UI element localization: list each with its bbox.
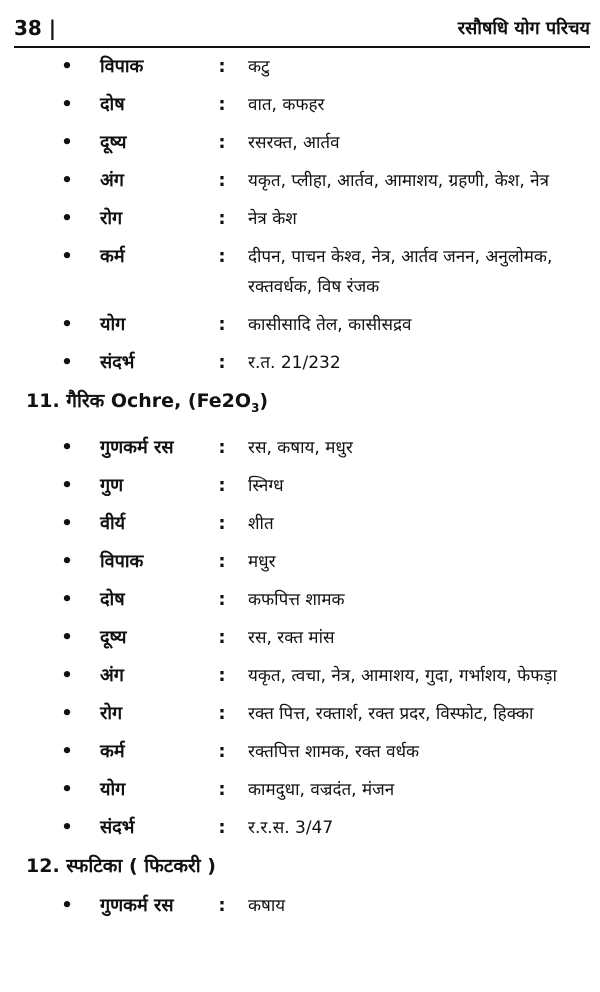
property-label: रोग [100,208,123,229]
list-item [0,52,600,82]
property-value: यकृत, त्वचा, नेत्र, आमाशय, गुदा, गर्भाशय, फेफड़ा [248,665,557,686]
bullet-icon: • [61,314,73,335]
list-item [0,166,600,196]
property-label: दूष्य [100,626,127,648]
property-value: शीत [248,513,274,534]
property-label: संदर्भ [100,352,135,373]
list-item [0,204,600,234]
colon-separator: : [218,626,226,648]
property-value: मधुर [248,551,276,572]
page-number: 38 | [14,16,57,40]
property-label: वीर्य [100,512,126,534]
list-item [0,699,600,729]
property-label: अंग [100,664,124,686]
section-title-text: 11. गैरिक Ochre, (Fe2O [26,390,252,412]
list-item [0,90,600,120]
colon-separator: : [218,778,226,800]
list-item [0,661,600,691]
property-value: रसरक्त, आर्तव [248,133,340,153]
property-label: दोष [100,94,125,115]
property-label: विपाक [100,56,144,77]
running-title: रसौषधि योग परिचय [457,18,590,39]
property-value: कासीसादि तेल, कासीसद्रव [248,315,412,335]
colon-separator: : [218,588,226,610]
property-value: कटु [248,57,270,77]
bullet-icon: • [61,816,73,838]
list-item [0,433,600,463]
bullet-icon: • [61,132,73,153]
colon-separator: : [218,550,226,572]
list-item [0,775,600,805]
section-title-suffix: ) [259,390,269,412]
bullet-icon: • [61,512,73,534]
colon-separator: : [218,94,226,115]
list-item [0,547,600,577]
property-value: कषाय [248,895,286,916]
bullet-icon: • [61,474,73,496]
section-heading [0,851,600,881]
colon-separator: : [218,352,226,373]
list-item [0,310,600,340]
list-item [0,348,600,378]
property-value: कफपित्त शामक [248,589,345,610]
colon-separator: : [218,894,226,916]
bullet-icon: • [61,740,73,762]
page-header [14,12,590,48]
bullet-icon: • [61,246,73,267]
property-label: दूष्य [100,132,127,153]
colon-separator: : [218,56,226,77]
property-label: विपाक [100,550,144,572]
section-heading [0,386,600,423]
property-label: दोष [100,588,125,610]
property-value: यकृत, प्लीहा, आर्तव, आमाशय, ग्रहणी, केश, नेत्र [248,171,549,191]
colon-separator: : [218,246,226,267]
colon-separator: : [218,208,226,229]
property-label: कर्म [100,246,125,267]
bullet-icon: • [61,778,73,800]
property-label: योग [100,778,126,800]
list-item [0,585,600,615]
property-list [0,52,600,378]
colon-separator: : [218,702,226,724]
property-list [0,433,600,843]
property-label: अंग [100,170,124,191]
list-item [0,623,600,653]
property-value: र.र.स. 3/47 [248,817,334,838]
colon-separator: : [218,816,226,838]
property-label: रोग [100,702,123,724]
bullet-icon: • [61,550,73,572]
list-item [0,813,600,843]
bullet-icon: • [61,56,73,77]
property-value: नेत्र केश [248,209,297,229]
property-value: वात, कफहर [248,95,325,115]
bullet-icon: • [61,664,73,686]
bullet-icon: • [61,208,73,229]
list-item [0,128,600,158]
bullet-icon: • [61,626,73,648]
page-content [0,52,600,929]
bullet-icon: • [61,894,73,916]
colon-separator: : [218,132,226,153]
list-item [0,509,600,539]
property-value: स्निग्ध [248,475,284,496]
colon-separator: : [218,170,226,191]
property-label: कर्म [100,740,125,762]
colon-separator: : [218,664,226,686]
property-label: संदर्भ [100,816,135,838]
colon-separator: : [218,740,226,762]
property-label: गुणकर्म रस [100,436,174,458]
property-value: कामदुधा, वज्रदंत, मंजन [248,779,395,800]
property-value: रस, कषाय, मधुर [248,437,353,458]
colon-separator: : [218,474,226,496]
property-value: दीपन, पाचन केश्व, नेत्र, आर्तव जनन, अनुलोमक, रक्तवर्धक, विष रंजक [248,247,553,297]
colon-separator: : [218,512,226,534]
bullet-icon: • [61,94,73,115]
colon-separator: : [218,314,226,335]
colon-separator: : [218,436,226,458]
section-title-text: 12. स्फटिका ( फिटकरी ) [26,854,216,877]
list-item [0,471,600,501]
property-label: गुण [100,474,124,496]
property-label: योग [100,314,126,335]
list-item [0,891,600,921]
list-item [0,242,600,302]
property-value: रक्त पित्त, रक्तार्श, रक्त प्रदर, विस्फोट, हिक्का [248,703,534,724]
bullet-icon: • [61,588,73,610]
property-list [0,891,600,921]
property-label: गुणकर्म रस [100,894,174,916]
bullet-icon: • [61,170,73,191]
property-value: रक्तपित्त शामक, रक्त वर्धक [248,741,420,762]
bullet-icon: • [61,436,73,458]
property-value: र.त. 21/232 [248,353,341,373]
bullet-icon: • [61,702,73,724]
property-value: रस, रक्त मांस [248,627,335,648]
section-title-subscript: 3 [251,400,260,415]
list-item [0,737,600,767]
bullet-icon: • [61,352,73,373]
